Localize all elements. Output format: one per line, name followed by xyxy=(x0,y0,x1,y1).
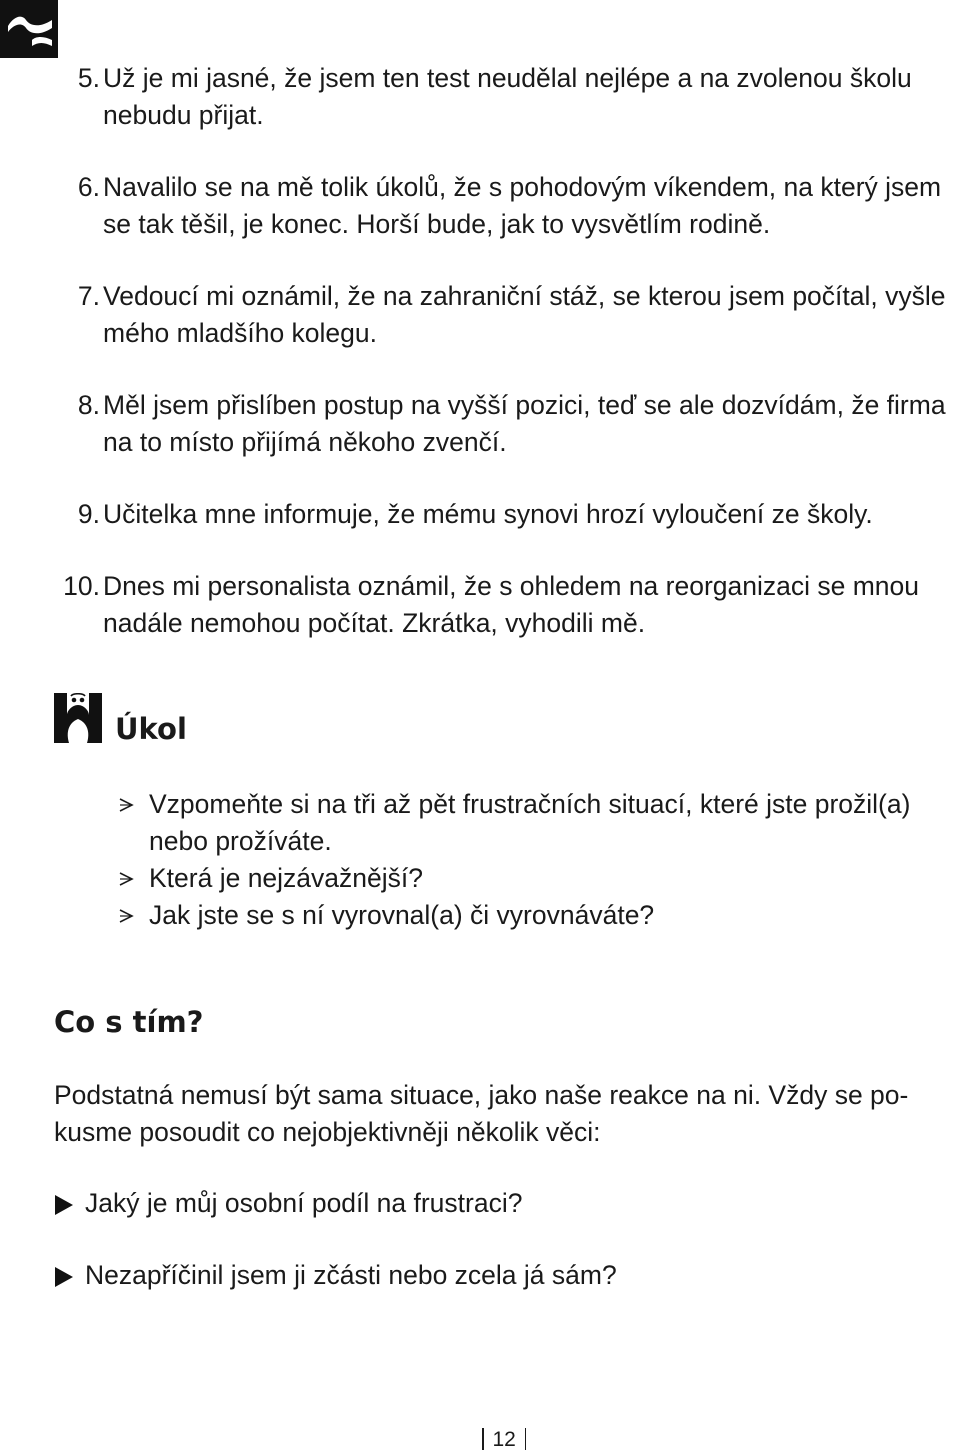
corner-logo-icon xyxy=(0,0,58,58)
page-number-text: 12 xyxy=(492,1428,516,1451)
question-list xyxy=(54,1185,960,1329)
page-number-divider xyxy=(525,1428,527,1450)
task-title: Úkol xyxy=(115,712,187,746)
question-item xyxy=(54,1185,960,1222)
list-item-number: 6. xyxy=(77,172,100,202)
list-item-text: Navalilo se na mě tolik úkolů, že s pohodovým víkendem, na který jsem se tak těšil, je konec. Horší bude, jak to vysvětlím rodině. xyxy=(103,172,942,239)
task-figure-icon xyxy=(54,693,102,743)
task-item-text: Která je nejzávažnější? xyxy=(149,863,423,893)
list-item-text: Už je mi jasné, že jsem ten test neudělal nejlépe a na zvolenou školu nebudu přijat. xyxy=(103,63,912,130)
list-item xyxy=(66,60,960,134)
list-item-text: Vedoucí mi oznámil, že na zahraniční stáž, se kterou jsem počítal, vyšle mého mladšího kolegu. xyxy=(103,281,946,348)
task-item-text: Jak jste se s ní vyrovnal(a) či vyrovnáváte? xyxy=(149,900,655,930)
task-item xyxy=(116,786,960,860)
list-item xyxy=(66,278,960,352)
list-item xyxy=(66,387,960,461)
task-list xyxy=(116,786,960,934)
triangle-bullet-icon xyxy=(55,1267,73,1287)
page-number xyxy=(482,1426,526,1454)
list-item-text: Měl jsem přislíben postup na vyšší pozici, teď se ale dozvídám, že firma na to místo přijímá někoho zvenčí. xyxy=(103,390,946,457)
list-item-text: Učitelka mne informuje, že mému synovi hrozí vyloučení ze školy. xyxy=(103,499,873,529)
task-item xyxy=(116,897,960,934)
list-item-number: 8. xyxy=(77,390,100,420)
list-item xyxy=(66,496,960,533)
arrow-bullet-icon xyxy=(118,872,134,886)
list-item xyxy=(66,169,960,243)
list-item-number: 10. xyxy=(63,571,100,601)
list-item-number: 7. xyxy=(77,281,100,311)
task-item-text: Vzpomeňte si na tři až pět frustračních situací, které jste prožil(a) nebo prožíváte. xyxy=(149,789,911,856)
triangle-bullet-icon xyxy=(55,1195,73,1215)
question-item-text: Jaký je můj osobní podíl na frustraci? xyxy=(85,1188,523,1218)
arrow-bullet-icon xyxy=(118,909,134,923)
section-paragraph: Podstatná nemusí být sama situace, jako naše reakce na ni. Vždy se pokusme posoudit co nejobjektivněji několik věci: xyxy=(54,1080,909,1147)
arrow-bullet-icon xyxy=(118,798,134,812)
list-item-number: 5. xyxy=(77,63,100,93)
list-item-number: 9. xyxy=(77,499,100,529)
task-item xyxy=(116,860,960,897)
section-heading: Co s tím? xyxy=(54,1005,204,1039)
question-item-text: Nezapříčinil jsem ji zčásti nebo zcela já sám? xyxy=(85,1260,617,1290)
numbered-list xyxy=(63,60,960,677)
list-item-text: Dnes mi personalista oznámil, že s ohledem na reorganizaci se mnou nadále nemohou počítat. Zkrátka, vyhodili mě. xyxy=(103,571,920,638)
list-item xyxy=(63,568,960,642)
question-item xyxy=(54,1257,960,1294)
